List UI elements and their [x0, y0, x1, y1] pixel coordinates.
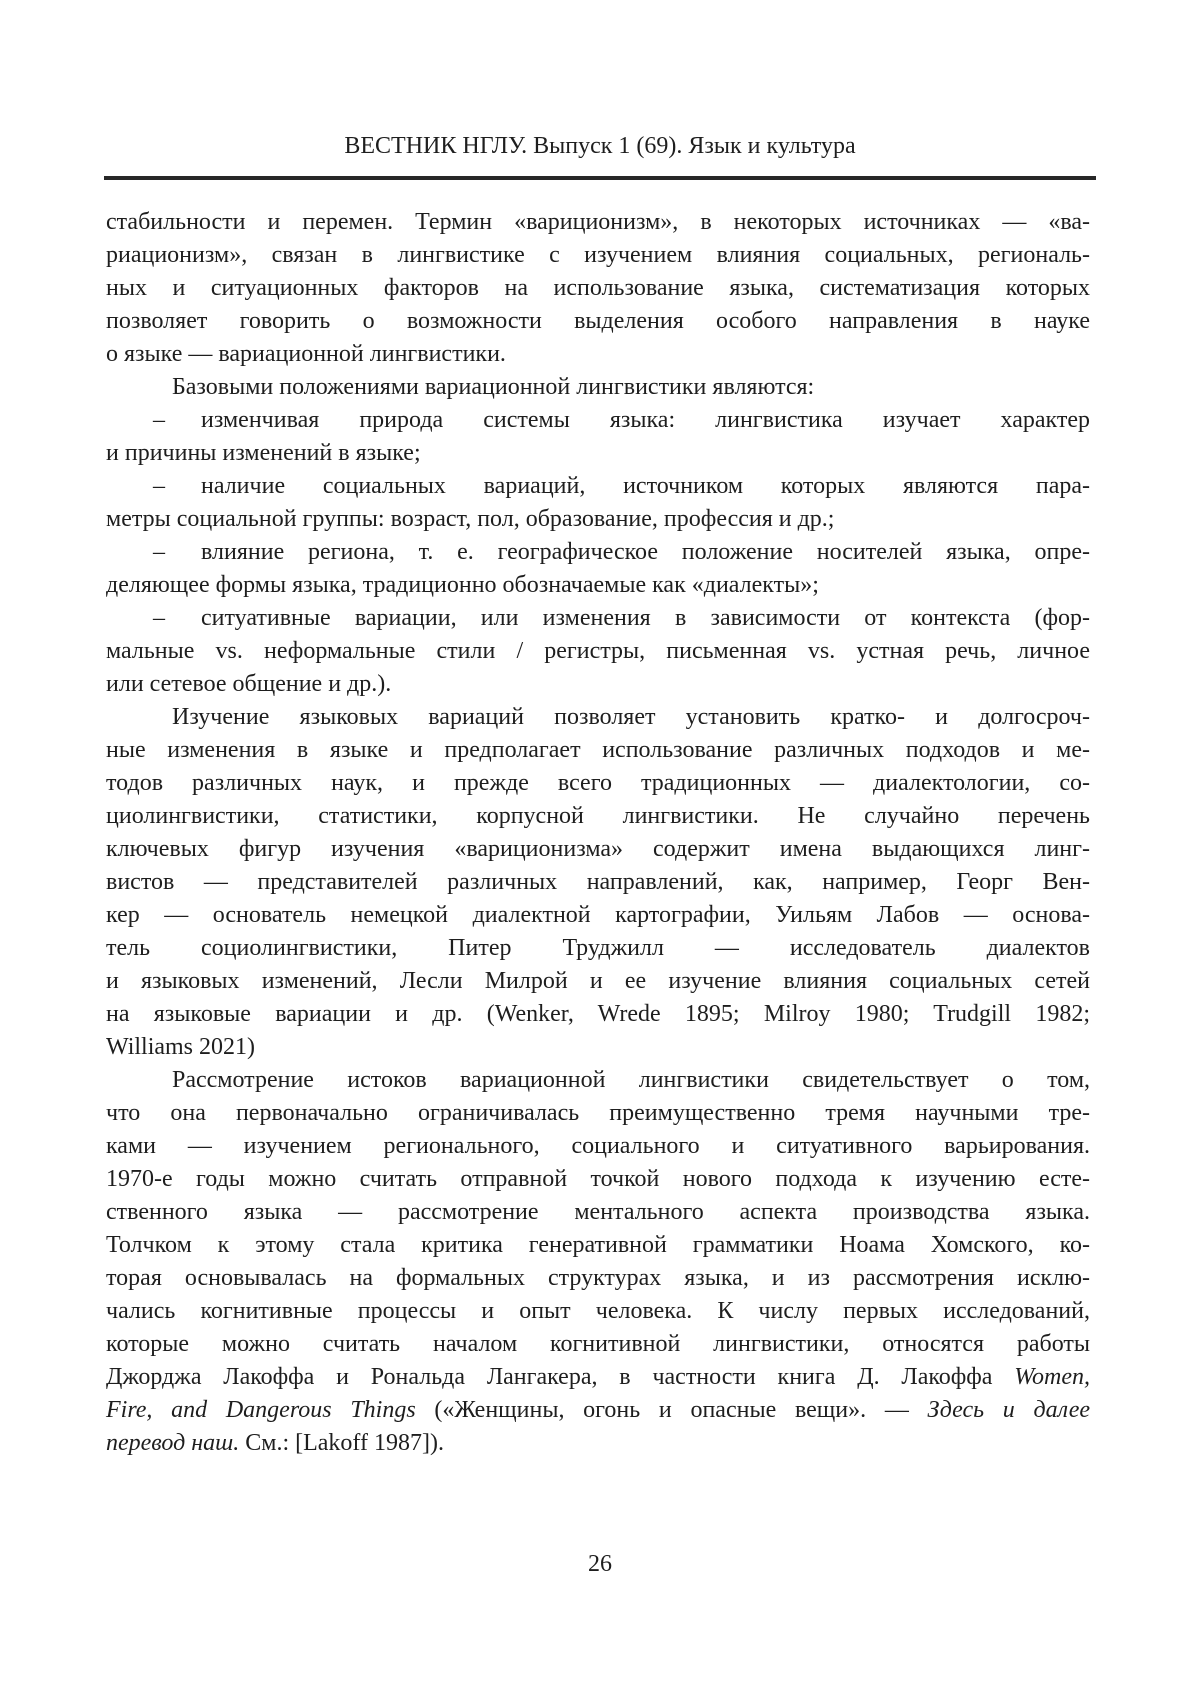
italic-text-run: Women,: [1014, 1364, 1090, 1390]
text-line: [106, 371, 1090, 404]
text-line: [106, 965, 1090, 998]
text-line: [106, 1163, 1090, 1196]
text-line: [106, 206, 1090, 239]
text-line: [106, 1130, 1090, 1163]
text-line: [106, 1196, 1090, 1229]
text-line: [106, 800, 1090, 833]
text-run: метры социальной группы: возраст, пол, образование, профессия и др.;: [106, 506, 835, 532]
text-line: [106, 866, 1090, 899]
text-run: которые можно считать началом когнитивной лингвистики, относятся работы: [106, 1331, 1090, 1357]
text-run: или сетевое общение и др.).: [106, 671, 392, 697]
text-line: [106, 1361, 1090, 1394]
text-line: [106, 305, 1090, 338]
text-run: ных и ситуационных факторов на использование языка, систематизация которых: [106, 275, 1090, 301]
text-line: [106, 1097, 1090, 1130]
text-run: циолингвистики, статистики, корпусной лингвистики. Не случайно перечень: [106, 803, 1090, 829]
text-line: [106, 338, 1090, 371]
body-text: [106, 206, 1090, 1460]
text-run: чались когнитивные процессы и опыт человека. К числу первых исследований,: [106, 1298, 1090, 1324]
text-run: Джорджа Лакоффа и Рональда Лангакера, в частности книга Д. Лакоффа: [106, 1364, 1015, 1390]
text-run: – ситуативные вариации, или изменения в зависимости от контекста (фор-: [153, 605, 1090, 631]
text-line: [106, 899, 1090, 932]
text-line: [106, 734, 1090, 767]
text-line: [106, 932, 1090, 965]
text-line: [106, 1394, 1090, 1427]
text-line: [106, 404, 1090, 437]
text-run: – наличие социальных вариаций, источником которых являются пара-: [153, 473, 1090, 499]
text-line: [106, 635, 1090, 668]
text-run: стабильности и перемен. Термин «вариционизм», в некоторых источниках — «ва-: [106, 209, 1090, 235]
text-line: [106, 536, 1090, 569]
text-run: позволяет говорить о возможности выделения особого направления в науке: [106, 308, 1090, 334]
running-header: ВЕСТНИК НГЛУ. Выпуск 1 (69). Язык и культура: [344, 133, 856, 159]
text-line: [106, 1427, 1090, 1460]
page-number: 26: [588, 1551, 612, 1577]
text-run: тодов различных наук, и прежде всего традиционных — диалектологии, со-: [106, 770, 1090, 796]
text-run: 1970-е годы можно считать отправной точкой нового подхода к изучению есте-: [106, 1166, 1090, 1192]
text-line: [106, 833, 1090, 866]
text-run: тель социолингвистики, Питер Труджилл — исследователь диалектов: [106, 935, 1090, 961]
text-run: Изучение языковых вариаций позволяет установить кратко- и долгосроч-: [172, 704, 1090, 730]
text-run: и причины изменений в языке;: [106, 440, 421, 466]
text-run: на языковые вариации и др. (Wenker, Wrede 1895; Milroy 1980; Trudgill 1982;: [106, 1001, 1090, 1027]
text-run: что она первоначально ограничивалась преимущественно тремя научными тре-: [106, 1100, 1090, 1126]
text-line: [106, 470, 1090, 503]
italic-text-run: Fire, and Dangerous Things: [106, 1397, 416, 1423]
text-run: Толчком к этому стала критика генеративной грамматики Ноама Хомского, ко-: [106, 1232, 1090, 1258]
text-line: [106, 767, 1090, 800]
text-run: ками — изучением регионального, социального и ситуативного варьирования.: [106, 1133, 1090, 1159]
italic-text-run: перевод наш.: [106, 1430, 240, 1456]
text-run: Рассмотрение истоков вариационной лингвистики свидетельствует о том,: [172, 1067, 1090, 1093]
italic-text-run: Здесь и далее: [927, 1397, 1090, 1423]
text-line: [106, 1328, 1090, 1361]
text-line: [106, 1064, 1090, 1097]
text-line: [106, 503, 1090, 536]
text-run: Базовыми положениями вариационной лингвистики являются:: [172, 374, 815, 400]
text-run: ственного языка — рассмотрение ментального аспекта производства языка.: [106, 1199, 1090, 1225]
text-line: [106, 437, 1090, 470]
text-run: и языковых изменений, Лесли Милрой и ее изучение влияния социальных сетей: [106, 968, 1090, 994]
text-run: («Женщины, огонь и опасные вещи». —: [415, 1397, 928, 1423]
text-run: кер — основатель немецкой диалектной картографии, Уильям Лабов — основа-: [106, 902, 1090, 928]
text-line: [106, 998, 1090, 1031]
text-line: [106, 602, 1090, 635]
text-run: деляющее формы языка, традиционно обозначаемые как «диалекты»;: [106, 572, 819, 598]
text-run: о языке — вариационной лингвистики.: [106, 341, 506, 367]
text-run: Williams 2021): [106, 1034, 256, 1060]
text-run: вистов — представителей различных направлений, как, например, Георг Вен-: [106, 869, 1090, 895]
header-rule: [104, 176, 1096, 180]
text-run: – изменчивая природа системы языка: лингвистика изучает характер: [153, 407, 1090, 433]
text-line: [106, 701, 1090, 734]
text-run: ные изменения в языке и предполагает использование различных подходов и ме-: [106, 737, 1090, 763]
text-run: – влияние региона, т. е. географическое положение носителей языка, опре-: [153, 539, 1090, 565]
text-line: [106, 272, 1090, 305]
text-run: торая основывалась на формальных структурах языка, и из рассмотрения исклю-: [106, 1265, 1090, 1291]
text-line: [106, 239, 1090, 272]
text-line: [106, 1031, 1090, 1064]
text-line: [106, 1229, 1090, 1262]
text-run: риационизм», связан в лингвистике с изучением влияния социальных, региональ-: [106, 242, 1090, 268]
text-run: мальные vs. неформальные стили / регистры, письменная vs. устная речь, личное: [106, 638, 1090, 664]
text-line: [106, 668, 1090, 701]
text-line: [106, 569, 1090, 602]
text-line: [106, 1262, 1090, 1295]
text-run: ключевых фигур изучения «вариционизма» содержит имена выдающихся линг-: [106, 836, 1090, 862]
text-line: [106, 1295, 1090, 1328]
text-run: См.: [Lakoff 1987]).: [239, 1430, 444, 1456]
